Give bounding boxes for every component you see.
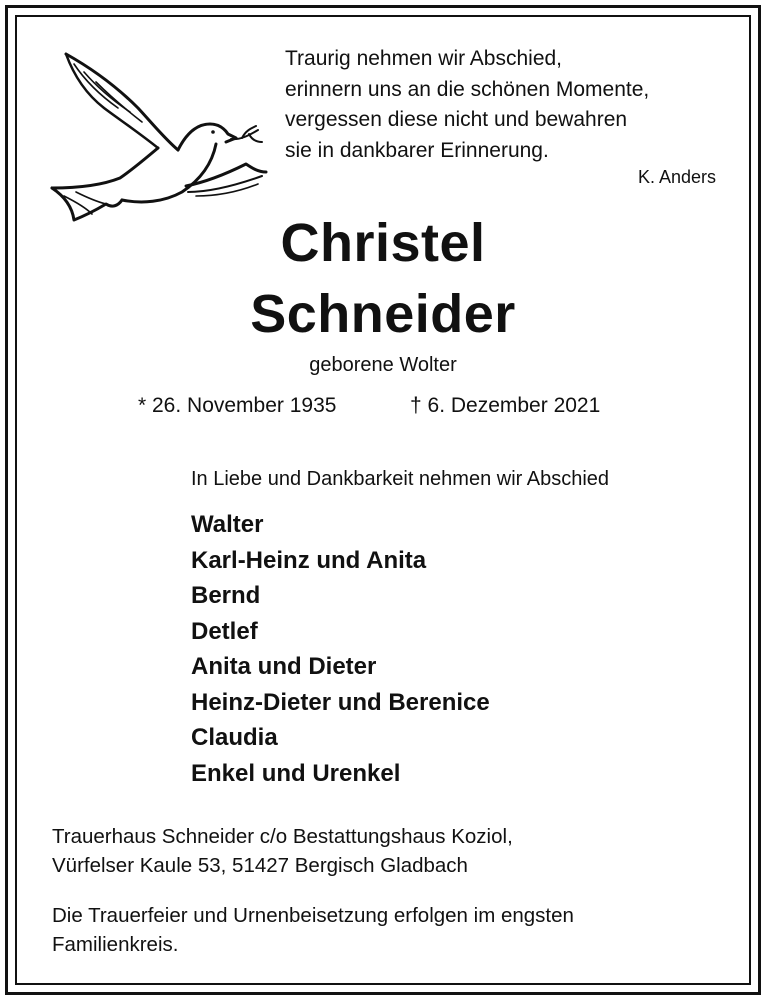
address-line: Vürfelser Kaule 53, 51427 Bergisch Gladbach bbox=[52, 854, 468, 877]
deceased-first-name: Christel bbox=[280, 213, 486, 273]
quote-line: sie in dankbarer Erinnerung. bbox=[285, 138, 549, 162]
mourner-name: Claudia bbox=[191, 724, 278, 751]
birth-name: geborene Wolter bbox=[309, 354, 457, 376]
quote-line: Traurig nehmen wir Abschied, bbox=[285, 47, 563, 70]
mourner-name: Karl-Heinz und Anita bbox=[191, 546, 427, 574]
funeral-notice bbox=[52, 901, 574, 959]
mourner-name: Bernd bbox=[191, 582, 261, 609]
death-date: † 6. Dezember 2021 bbox=[410, 394, 601, 417]
mourner-name: Enkel und Urenkel bbox=[191, 759, 401, 787]
deceased-last-name: Schneider bbox=[250, 284, 516, 344]
mourning-house-address bbox=[52, 822, 513, 880]
dove-icon bbox=[46, 46, 270, 236]
address-line: Trauerhaus Schneider c/o Bestattungshaus Koziol, bbox=[52, 825, 513, 848]
mourner-name: Heinz-Dieter und Berenice bbox=[191, 688, 490, 716]
quote bbox=[285, 44, 649, 166]
notice-line: Die Trauerfeier und Urnenbeisetzung erfolgen im engsten bbox=[52, 904, 574, 927]
quote-line: vergessen diese nicht und bewahren bbox=[285, 108, 628, 131]
birth-date: * 26. November 1935 bbox=[138, 394, 337, 417]
quote-author: K. Anders bbox=[637, 167, 716, 187]
mourner-name: Walter bbox=[191, 511, 264, 538]
mourner-name: Anita und Dieter bbox=[191, 653, 377, 680]
notice-line: Familienkreis. bbox=[52, 933, 179, 956]
mourner-name: Detlef bbox=[191, 617, 258, 645]
quote-line: erinnern uns an die schönen Momente, bbox=[285, 77, 650, 101]
mourners-intro: In Liebe und Dankbarkeit nehmen wir Abschied bbox=[191, 468, 610, 490]
mourners-list bbox=[191, 507, 490, 791]
